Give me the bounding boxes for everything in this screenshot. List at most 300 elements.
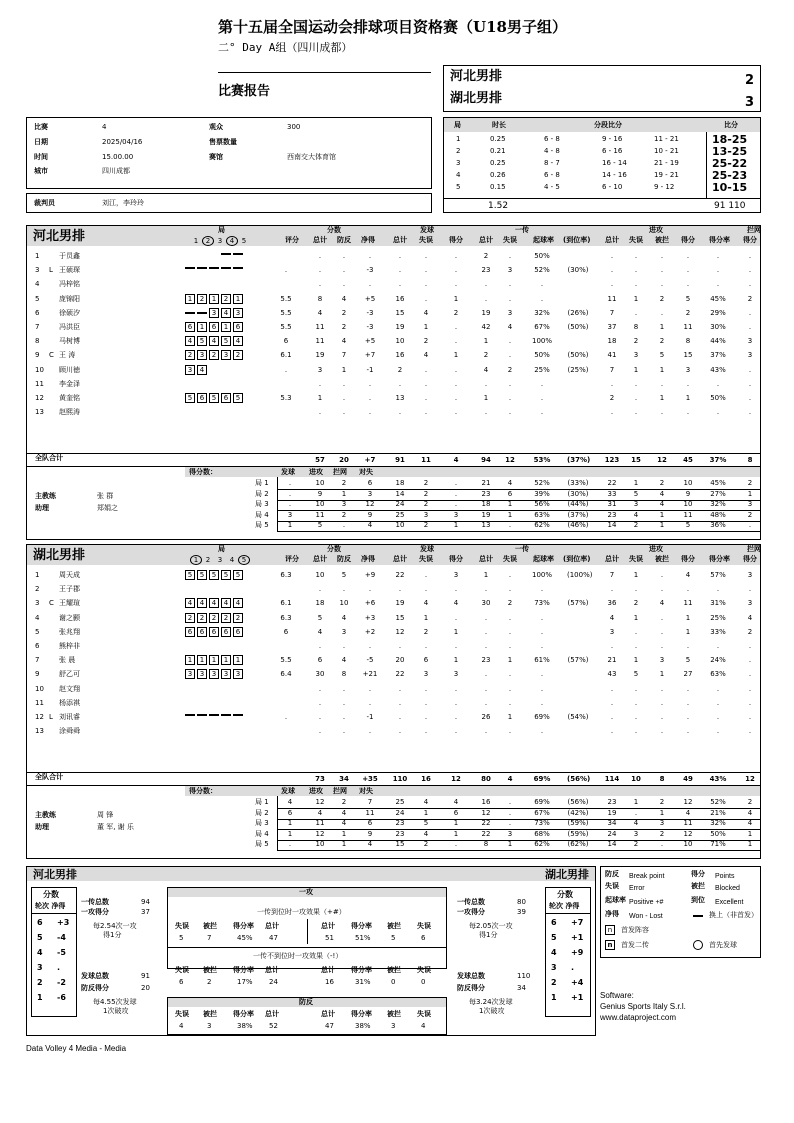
- stat-a_pts: .: [686, 252, 690, 260]
- set-stat-ap: 12: [683, 829, 693, 838]
- player-set-cells: [185, 308, 245, 318]
- set-stat-o: 7: [367, 798, 373, 806]
- stat-value-b: 0: [421, 978, 426, 986]
- player-number: 11: [35, 698, 44, 707]
- referees-box: [26, 193, 432, 213]
- col-hdr-pts: 得分: [743, 236, 757, 244]
- stat-a_pts: 4: [685, 571, 691, 579]
- stat-value-a: 24: [269, 978, 278, 986]
- stat-a_err: .: [634, 642, 638, 650]
- sideout-divider: [307, 919, 308, 944]
- player-row: [27, 308, 760, 319]
- set-stat-a: 9: [317, 489, 323, 498]
- assistant-label: 助理: [35, 823, 49, 831]
- referees-label: 裁判员: [34, 199, 55, 207]
- player-number: 8: [35, 337, 40, 346]
- set-row-label: 局 5: [255, 840, 269, 848]
- player-row: [27, 627, 760, 638]
- stat-r_pos: 100%: [531, 571, 552, 579]
- set-stat-s: .: [288, 840, 292, 848]
- sets-table: [443, 117, 761, 213]
- stat-r_pos: .: [540, 627, 544, 636]
- player-row: [27, 393, 760, 404]
- stat-wl: +9: [364, 571, 376, 579]
- set-stat-ae: 1: [633, 798, 639, 806]
- player-number: 5: [35, 294, 40, 303]
- stat-s_err: 1: [423, 613, 429, 622]
- starting-position: 3: [209, 308, 219, 318]
- starting-position: 5: [209, 393, 219, 403]
- stat-col-header: 失误: [417, 966, 431, 974]
- stat-wl: +21: [362, 670, 378, 679]
- rotation-value: +7: [571, 918, 584, 927]
- stat-r_pos: 50%: [534, 252, 550, 260]
- stat-wl: -1: [366, 713, 374, 721]
- total-rule: [27, 453, 760, 454]
- set-stat-rx: (42%): [567, 808, 589, 817]
- serve-total-label: 发球总数: [457, 972, 485, 980]
- set-stat-ab: 2: [659, 829, 665, 838]
- set-stat-sp: .: [454, 500, 458, 508]
- stat-r_tot: .: [484, 727, 488, 736]
- set-stat-se: 2: [423, 840, 429, 848]
- software-name: Genius Sports Italy S.r.l.: [600, 1002, 686, 1011]
- stat-bp: .: [342, 713, 346, 721]
- stat-rating: 5.5: [280, 294, 292, 303]
- col-hdr-total: 总计: [313, 555, 327, 563]
- set-stat-a: 5: [317, 521, 323, 529]
- stat-col-header: 总计: [321, 922, 335, 930]
- set-stat-re: 1: [507, 510, 513, 519]
- stat-r_exc: (50%): [567, 323, 589, 331]
- stat-s_err: .: [424, 280, 428, 289]
- stat-s_tot: .: [398, 379, 402, 388]
- set-duration: 0.21: [490, 147, 506, 155]
- set-partial-3: 10 - 21: [654, 147, 679, 155]
- stat-wl: -5: [366, 656, 374, 665]
- sets-hdr-score: 比分: [724, 121, 738, 129]
- starting-position: 4: [233, 336, 243, 346]
- set-stat-o: 4: [367, 521, 373, 529]
- set-stat-bp: 1: [747, 829, 753, 838]
- stat-s_pts: 4: [453, 599, 459, 608]
- stat-a_tot: 43: [607, 670, 617, 679]
- time-label: 时间: [34, 153, 48, 161]
- player-set-cells: [185, 350, 245, 360]
- stat-a_pts: 5: [685, 294, 691, 303]
- stat-s_err: .: [424, 379, 428, 388]
- footer-text: Data Volley 4 Media - Media: [26, 1044, 127, 1053]
- stat-a_err: 2: [633, 599, 639, 608]
- starting-position: 5: [185, 570, 195, 580]
- stat-r_err: .: [508, 670, 512, 679]
- stat-a_tot: 21: [607, 656, 617, 665]
- set-partial-3: 9 - 12: [654, 183, 675, 191]
- stat-bp: .: [342, 266, 346, 275]
- stat-r_err: 2: [507, 599, 513, 608]
- stat-s_err: .: [424, 394, 428, 402]
- stat-rating: 6.3: [280, 613, 292, 622]
- col-hdr-err: 失误: [629, 555, 643, 563]
- stat-a_err: .: [634, 266, 638, 275]
- substitute-mark: [197, 267, 207, 269]
- starting-position: 2: [185, 613, 195, 623]
- bp-label: 防反得分: [81, 984, 109, 992]
- stat-value-b: 4: [421, 1022, 426, 1030]
- starting-position: 6: [209, 322, 219, 332]
- rotation-rule: [31, 913, 77, 914]
- col-hdr-set: 局: [218, 226, 225, 234]
- player-number: 5: [35, 627, 40, 636]
- stat-rating: 5.5: [280, 323, 292, 331]
- set-number-label: 4: [226, 236, 238, 246]
- stat-s_tot: 16: [395, 294, 405, 303]
- stat-s_tot: .: [398, 585, 402, 594]
- set-stat-se: 2: [423, 521, 429, 529]
- sets-total-score: 91 110: [714, 201, 746, 211]
- set-stat-rp: 67%: [534, 808, 550, 817]
- col-hdr-serve: 发球: [420, 545, 434, 553]
- set-stat-s: 1: [287, 819, 293, 827]
- legend-starter: 首发阵容: [621, 926, 649, 934]
- set-row-label: 局 3: [255, 500, 269, 508]
- legend-value: Break point: [629, 873, 665, 880]
- set-stat-apc: 32%: [710, 500, 726, 508]
- set-stat-bp: 1: [747, 489, 753, 498]
- set-number: 5: [456, 183, 461, 191]
- stat-r_tot: 42: [481, 323, 491, 331]
- stat-rating: 5.5: [280, 656, 292, 665]
- stat-a_err: .: [634, 252, 638, 260]
- stat-wl: +3: [364, 613, 376, 622]
- stat-tot: 3: [317, 365, 323, 374]
- sideout-label: 一攻得分: [457, 908, 485, 916]
- stat-s_pts: .: [454, 698, 458, 707]
- set-hdr-label: 得分数：: [189, 468, 217, 476]
- stat-r_err: .: [508, 351, 512, 360]
- set-stat-at: 23: [607, 798, 617, 806]
- stat-r_exc: (100%): [567, 571, 593, 579]
- player-name: 涂舜舜: [59, 727, 80, 736]
- stat-col-header: 被拦: [203, 966, 217, 974]
- legend-value: Blocked: [715, 885, 740, 892]
- col-hdr-total: 总计: [393, 236, 407, 244]
- set-number-label: 2: [205, 556, 211, 564]
- sets-hdr-partials: 分段比分: [594, 121, 622, 129]
- set-stat-rt: 22: [481, 819, 491, 827]
- starting-position: 3: [185, 365, 195, 375]
- player-number: 4: [35, 280, 40, 289]
- stat-tot: 1: [317, 394, 323, 402]
- rotation-number: 3: [551, 963, 557, 972]
- stat-a_tot: 7: [609, 365, 615, 374]
- legend-value: Error: [629, 885, 645, 892]
- player-name: 杨添祺: [59, 698, 80, 707]
- legend-sub: 换上（非首发）: [709, 911, 758, 919]
- player-number: 4: [35, 613, 40, 622]
- stat-tot: .: [318, 698, 322, 707]
- set-stat-sp: .: [454, 479, 458, 487]
- player-set-cells: [185, 627, 245, 637]
- set-stat-ab: 4: [659, 489, 665, 498]
- set-stat-sp: 1: [453, 521, 459, 529]
- stat-s_tot: .: [398, 266, 402, 275]
- starting-position: 5: [197, 336, 207, 346]
- player-role: C: [49, 351, 54, 360]
- set-stat-apc: 45%: [710, 479, 726, 487]
- stat-s_tot: 15: [395, 308, 405, 317]
- starting-position: 5: [197, 570, 207, 580]
- stat-r_tot: .: [484, 379, 488, 388]
- set-stat-apc: 50%: [710, 829, 726, 838]
- set-stat-rp: 39%: [534, 489, 550, 498]
- assistant-name: 董 军, 谢 乐: [97, 823, 134, 831]
- stat-s_tot: .: [398, 713, 402, 721]
- col-hdr-pts: 得分: [449, 555, 463, 563]
- total-a_pct: 37%: [709, 456, 727, 464]
- stat-a_tot: .: [610, 408, 614, 417]
- set-hdr-attack: 进攻: [309, 468, 323, 476]
- stat-tot: 6: [317, 656, 323, 665]
- stat-a_blo: .: [660, 571, 664, 579]
- set-stat-ae: .: [634, 808, 638, 817]
- stat-r_exc: (50%): [567, 351, 589, 360]
- stat-s_tot: 22: [395, 571, 405, 579]
- stat-r_err: 1: [507, 713, 513, 721]
- set-stat-ab: 3: [659, 819, 665, 827]
- sets-total-duration: 1.52: [488, 201, 509, 211]
- stat-r_err: .: [508, 379, 512, 388]
- stat-a_pts: 11: [683, 323, 693, 331]
- col-hdr-exc: (到位率): [563, 555, 591, 563]
- stat-bp: 4: [341, 656, 347, 665]
- set-duration: 0.26: [490, 171, 506, 179]
- col-hdr-err: 失误: [629, 236, 643, 244]
- stat-bp: .: [342, 408, 346, 417]
- rotation-number: 5: [37, 933, 43, 942]
- player-row: [27, 726, 760, 737]
- set-hdr-block: 拦网: [333, 468, 347, 476]
- set-stat-st: 24: [395, 500, 405, 508]
- stat-s_err: .: [424, 698, 428, 707]
- set-stat-rp: 62%: [534, 521, 550, 529]
- player-row: [27, 379, 760, 390]
- stat-value-a: 6: [179, 978, 184, 986]
- stat-a_blo: .: [660, 408, 664, 417]
- rotation-number: 1: [551, 993, 557, 1002]
- stat-r_exc: (25%): [567, 365, 589, 374]
- stat-s_pts: 1: [453, 627, 459, 636]
- stat-s_tot: 15: [395, 613, 405, 622]
- date-value: 2025/04/16: [102, 138, 143, 146]
- total-rule: [27, 772, 760, 773]
- set-stat-sp: .: [454, 840, 458, 848]
- total-s_err: 11: [421, 456, 431, 464]
- starting-position: 4: [185, 336, 195, 346]
- set-partial-1: 4 - 5: [544, 183, 560, 191]
- stat-s_pts: .: [454, 727, 458, 736]
- player-row: [27, 365, 760, 376]
- player-number: 12: [35, 713, 44, 721]
- stat-rating: 6.3: [280, 571, 292, 579]
- set-stat-apc: 48%: [710, 510, 726, 519]
- rotation-number: 6: [551, 918, 557, 927]
- set-duration: 0.25: [490, 159, 506, 167]
- set-partial-3: 11 - 21: [654, 135, 679, 143]
- stat-a_pts: .: [686, 280, 690, 289]
- player-row: [27, 598, 760, 609]
- stat-r_err: .: [508, 585, 512, 594]
- stat-r_pos: .: [540, 585, 544, 594]
- stat-s_pts: 1: [453, 656, 459, 665]
- set-stat-re: .: [508, 819, 512, 827]
- legend-setter: 首发二传: [621, 941, 649, 949]
- player-number: 13: [35, 727, 44, 736]
- stat-s_tot: 22: [395, 670, 405, 679]
- set-stat-o: 3: [367, 489, 373, 498]
- stat-r_pos: 67%: [534, 323, 550, 331]
- stat-a_tot: .: [610, 379, 614, 388]
- stat-s_err: 4: [423, 599, 429, 608]
- set-divider: [277, 477, 278, 531]
- stat-a_tot: 18: [607, 337, 617, 346]
- stat-s_pts: .: [454, 365, 458, 374]
- col-hdr-attack: 进攻: [649, 226, 663, 234]
- set-stat-ae: 3: [633, 500, 639, 508]
- stat-value-a: 5: [179, 934, 184, 942]
- stat-s_pts: .: [454, 337, 458, 346]
- stat-a_err: .: [634, 727, 638, 736]
- player-row: [27, 613, 760, 624]
- set-stat-rt: 19: [481, 510, 491, 519]
- set-partial-1: 6 - 8: [544, 135, 560, 143]
- set-stat-apc: 36%: [710, 521, 726, 529]
- set-stat-st: 25: [395, 798, 405, 806]
- set-stat-rt: 13: [481, 521, 491, 529]
- stat-bp: .: [342, 252, 346, 260]
- starting-position: 2: [221, 294, 231, 304]
- set-stat-st: 23: [395, 829, 405, 838]
- col-hdr-points: 分数: [327, 545, 341, 553]
- stat-b_pts: .: [748, 323, 752, 331]
- set-stat-rx: (62%): [567, 840, 589, 848]
- rotation-rule: [545, 913, 591, 914]
- stat-a_pct: 50%: [710, 394, 726, 402]
- stat-s_pts: .: [454, 585, 458, 594]
- total-tot: 73: [315, 775, 325, 783]
- stat-value-a: 7: [207, 934, 212, 942]
- set-stat-sp: 1: [453, 829, 459, 838]
- stat-s_pts: 2: [453, 308, 459, 317]
- player-role: L: [49, 713, 53, 721]
- stat-col-header: 得分率: [233, 922, 254, 930]
- player-name: 张 晨: [59, 656, 76, 665]
- set-number-label: 1: [193, 237, 199, 245]
- stat-bp: 4: [341, 337, 347, 346]
- starting-position: 3: [233, 669, 243, 679]
- set-partial-1: 6 - 8: [544, 171, 560, 179]
- player-name: 庞锦阳: [59, 294, 80, 303]
- software-url[interactable]: www.dataproject.com: [600, 1013, 677, 1022]
- stat-wl: .: [368, 408, 372, 417]
- starting-position: 1: [209, 655, 219, 665]
- stat-s_err: .: [424, 713, 428, 721]
- set-stat-apc: 21%: [710, 808, 726, 817]
- total-wl: +35: [362, 775, 378, 783]
- player-name: 王耀瑄: [59, 599, 80, 608]
- set-stat-at: 19: [607, 808, 617, 817]
- stat-bp: .: [342, 727, 346, 736]
- set-stat-bp: 2: [747, 510, 753, 519]
- set-row-label: 局 2: [255, 808, 269, 817]
- date-label: 日期: [34, 138, 48, 146]
- player-name: 冯洪臣: [59, 323, 80, 331]
- set-stat-o: 12: [365, 500, 375, 508]
- rotation-number: 2: [551, 978, 557, 987]
- starting-position: 3: [197, 350, 207, 360]
- stat-s_err: 3: [423, 670, 429, 679]
- starting-position: 5: [185, 393, 195, 403]
- starting-position: 1: [233, 655, 243, 665]
- set-stat-ab: 1: [659, 808, 665, 817]
- set-stat-at: 23: [607, 510, 617, 519]
- rotation-header: 轮次 净得: [549, 902, 580, 910]
- col-hdr-pct: 得分率: [709, 555, 730, 563]
- total-r_exc: (56%): [567, 775, 591, 783]
- sideout-value: 37: [141, 908, 150, 916]
- total-r_tot: 94: [481, 456, 491, 464]
- set-stat-bp: 2: [747, 479, 753, 487]
- substitute-mark: [221, 714, 231, 716]
- stat-a_pct: .: [716, 642, 720, 650]
- stat-s_pts: .: [454, 323, 458, 331]
- set-hdr-shade: [185, 786, 760, 796]
- set-number-label: 2: [202, 236, 214, 246]
- set-stat-at: 14: [607, 521, 617, 529]
- stat-r_tot: 26: [481, 713, 491, 721]
- stat-a_pct: 57%: [710, 571, 726, 579]
- stat-a_pct: .: [716, 266, 720, 275]
- referees-value: 刘江，李玲玲: [102, 199, 144, 207]
- stat-b_pts: .: [748, 698, 752, 707]
- total-a_pct: 43%: [709, 775, 727, 783]
- player-set-cells: [185, 598, 245, 608]
- player-set-cells: [185, 684, 245, 691]
- col-hdr-wl: 净得: [361, 555, 375, 563]
- stat-a_pct: 44%: [710, 337, 726, 346]
- set-stat-rt: 8: [483, 840, 489, 848]
- stat-bp: .: [342, 642, 346, 650]
- player-row: [27, 350, 760, 361]
- venue-value: 西南交大体育馆: [287, 153, 336, 161]
- starting-position: 1: [185, 655, 195, 665]
- stat-bp: .: [342, 394, 346, 402]
- set-stat-b: 1: [341, 829, 347, 838]
- set-stat-se: 3: [423, 510, 429, 519]
- player-name: 熊梓非: [59, 642, 80, 650]
- stat-r_err: 4: [507, 323, 513, 331]
- scoreboard: [443, 65, 761, 112]
- stat-s_err: .: [424, 684, 428, 693]
- stat-a_err: 5: [633, 670, 639, 679]
- stat-col-header: 得分率: [351, 922, 372, 930]
- stat-r_tot: 4: [483, 365, 489, 374]
- stat-a_tot: 7: [609, 571, 615, 579]
- stat-s_pts: .: [454, 713, 458, 721]
- stat-r_exc: (54%): [567, 713, 589, 721]
- starting-position: 6: [197, 393, 207, 403]
- stat-a_blo: 1: [659, 670, 665, 679]
